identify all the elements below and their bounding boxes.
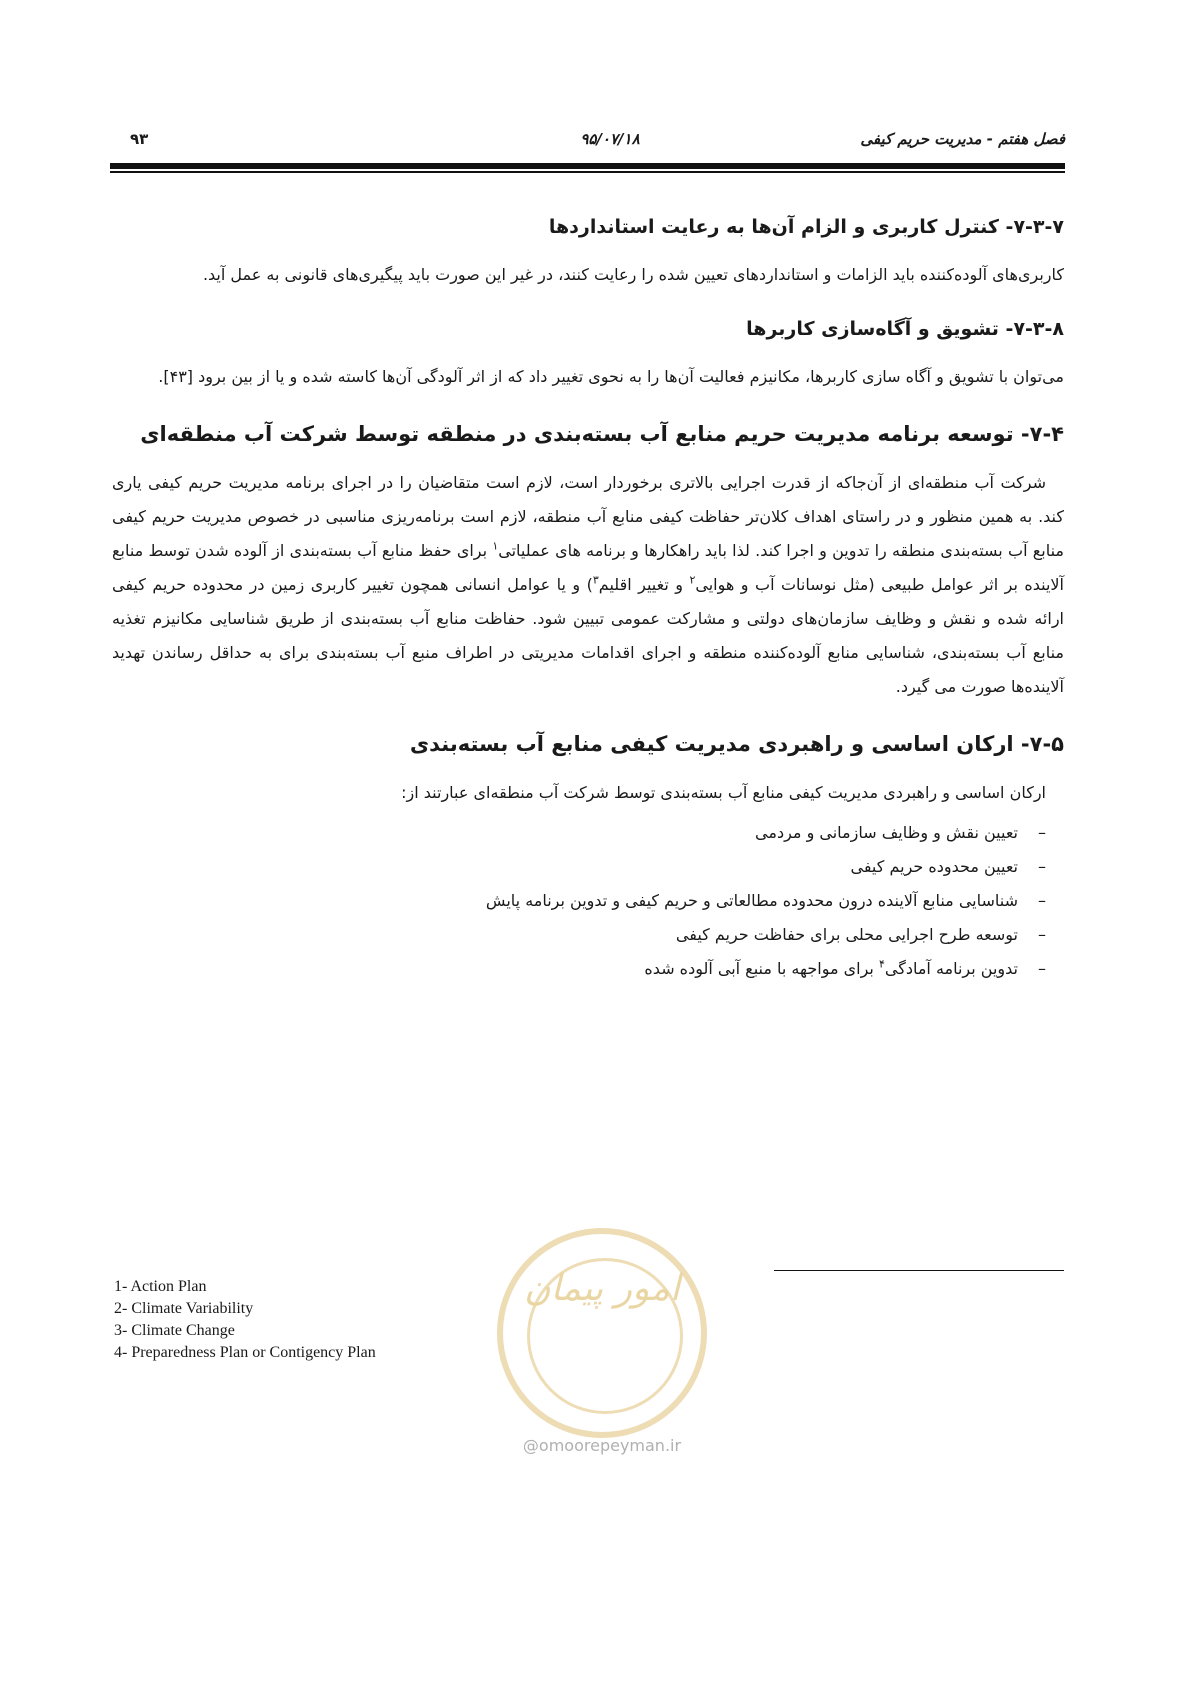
list-dash: –	[1038, 959, 1046, 978]
publisher-seal-watermark	[497, 1228, 707, 1438]
page-header	[110, 130, 1065, 154]
list-dash: –	[1038, 891, 1046, 910]
list-item-text: تعیین محدوده حریم کیفی	[850, 857, 1018, 876]
footnote-ref-2: ۲	[689, 573, 696, 587]
list-item-text: توسعه طرح اجرایی محلی برای حفاظت حریم کیفی	[675, 925, 1018, 944]
footnote-ref-3: ۳	[592, 573, 599, 587]
header-rule-thin	[110, 171, 1065, 173]
list-item	[112, 952, 1046, 986]
paragraph-7-3-7: کاربری‌های آلوده‌کننده باید الزامات و استانداردهای تعیین شده را رعایت کنند، در غیر این صورت باید پیگیری‌های قانونی به عمل آید.	[202, 265, 1064, 284]
heading-7-3-7: ۷-۳-۷- کنترل کاربری و الزام آن‌ها به رعایت استانداردها	[548, 216, 1064, 238]
footnote-rule	[774, 1270, 1064, 1271]
paragraph-7-4	[112, 466, 1064, 704]
footnote-4: 4- Preparedness Plan or Contigency Plan	[114, 1344, 376, 1361]
list-item-text: تدوین برنامه آمادگی	[884, 959, 1018, 978]
watermark-site: @omoorepeyman.ir	[522, 1436, 682, 1455]
paragraph-7-4-part-b: برای حفظ منابع آب بسته‌بندی از آلوده شدن توسط منابع آلاینده بر اثر عوامل طبیعی (مثل نوسانات آب و هوایی	[112, 541, 1065, 594]
footnote-ref-4: ۴	[878, 957, 885, 971]
header-rule-thick	[110, 163, 1065, 169]
footnotes	[114, 1276, 376, 1364]
paragraph-7-3-8: می‌توان با تشویق و آگاه سازی کاربرها، مکانیزم فعالیت آن‌ها را به نحوی تغییر داد که از اثر آلودگی آن‌ها کاسته شده و یا از بین برود [۴۳].	[158, 367, 1064, 386]
pillars-list	[112, 816, 1064, 986]
chapter-title: فصل هفتم - مدیریت حریم کیفی	[860, 130, 1065, 148]
footnote-2: 2- Climate Variability	[114, 1300, 254, 1317]
footnote-1: 1- Action Plan	[114, 1278, 207, 1295]
paragraph-7-4-part-a: شرکت آب منطقه‌ای از آن‌جاکه از قدرت اجرایی بالاتری برخوردار است، لازم است متقاضیان را در اجرای برنامه مدیریت حریم کیفی یاری کند. به همین منظور و در راستای اهداف کلان‌تر حفاظت کیفی منابع آب منطقه، لازم است برنامه‌ریزی مناسبی در خصوص مدیریت حریم کیفی منابع آب بسته‌بندی منطقه را تدوین و اجرا کند. لذا باید راهکارها و برنامه های عملیاتی	[112, 473, 1064, 560]
seal-text: امور پیمان	[524, 1268, 680, 1309]
page-body	[112, 210, 1064, 986]
heading-7-5: ۷-۵- ارکان اساسی و راهبردی مدیریت کیفی منابع آب بسته‌بندی	[409, 732, 1064, 756]
list-dash: –	[1038, 823, 1046, 842]
heading-7-4: ۷-۴- توسعه برنامه مدیریت حریم منابع آب بسته‌بندی در منطقه توسط شرکت آب منطقه‌ای	[140, 422, 1064, 446]
paragraph-7-5-intro: ارکان اساسی و راهبردی مدیریت کیفی منابع آب بسته‌بندی توسط شرکت آب منطقه‌ای عبارتند از:	[401, 783, 1046, 802]
footnote-3: 3- Climate Change	[114, 1322, 235, 1339]
list-item-text: تعیین نقش و وظایف سازمانی و مردمی	[755, 823, 1018, 842]
list-item	[112, 884, 1046, 918]
paragraph-7-4-part-d: ) و یا عوامل انسانی همچون تغییر کاربری زمین در محدوده حریم کیفی ارائه شده و نقش و وظایف سازمان‌های دولتی و مشارکت عمومی تبیین شود. حفاظت منابع آب بسته‌بندی از طریق شناسایی مکانیزم تغذیه منابع آب بسته‌بندی، شناسایی منابع آلوده‌کننده منطقه و اجرای اقدامات مدیریتی در اطراف منبع آب بسته‌بندی برای به حداقل رساندن تهدید آلاینده‌ها صورت می گیرد.	[112, 575, 1064, 696]
footnote-ref-1: ۱	[492, 539, 499, 553]
paragraph-7-4-part-c: و تغییر اقلیم	[598, 575, 690, 594]
list-item-text-cont: برای مواجهه با منبع آبی آلوده شده	[644, 959, 879, 978]
list-item	[112, 918, 1046, 952]
heading-7-3-8: ۷-۳-۸- تشویق و آگاه‌سازی کاربرها	[746, 318, 1064, 340]
list-item	[112, 816, 1046, 850]
header-date: ۹۵/۰۷/۱۸	[580, 130, 640, 148]
list-dash: –	[1038, 925, 1046, 944]
list-dash: –	[1038, 857, 1046, 876]
list-item-text: شناسایی منابع آلاینده درون محدوده مطالعاتی و حریم کیفی و تدوین برنامه پایش	[485, 891, 1018, 910]
page-number: ۹۳	[130, 130, 149, 148]
list-item	[112, 850, 1046, 884]
